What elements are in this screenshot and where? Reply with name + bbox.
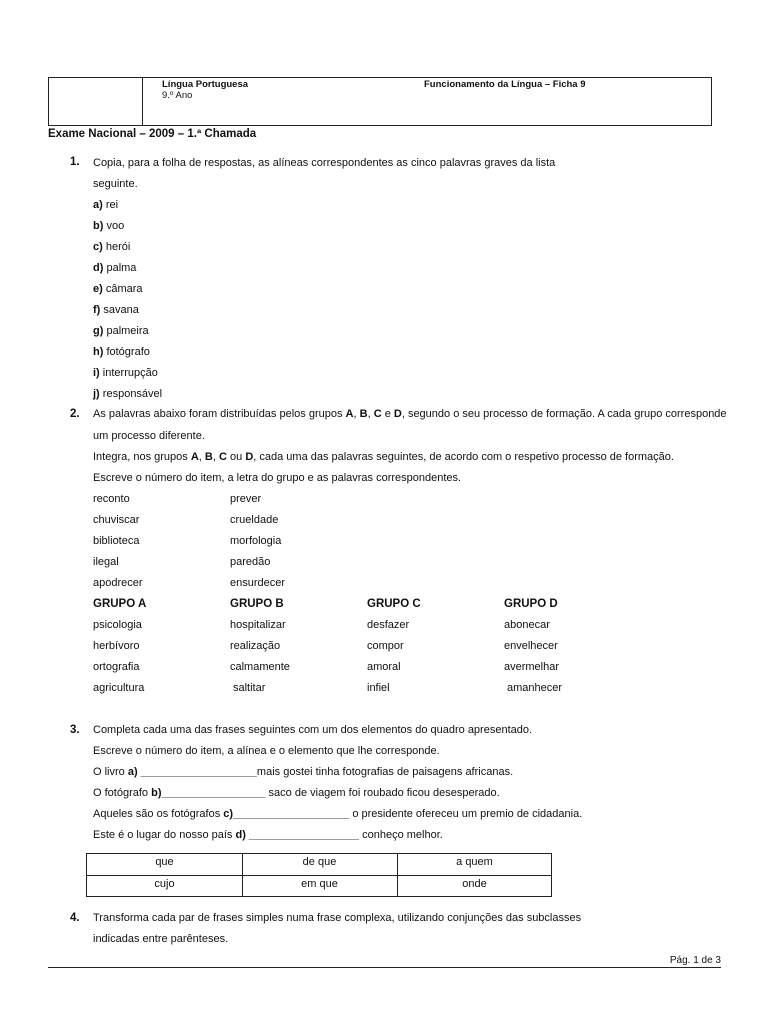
table-cell: que (155, 856, 174, 868)
group-c-word: infiel (367, 682, 390, 694)
group-d-word: envelhecer (504, 640, 558, 652)
q1-option: d) palma (93, 262, 137, 274)
word-item: paredão (230, 556, 271, 568)
q1-option: e) câmara (93, 283, 143, 295)
word-item: chuviscar (93, 514, 140, 526)
q3-instruction-line2: Escreve o número do item, a alínea e o elemento que lhe corresponde. (93, 745, 440, 757)
word-item: biblioteca (93, 535, 140, 547)
blank-c: c)___________________ (223, 808, 350, 820)
group-a-header: GRUPO A (93, 598, 147, 610)
table-cell: cujo (154, 878, 175, 890)
q1-option: b) voo (93, 220, 125, 232)
table-cell: onde (462, 878, 487, 890)
q2-number: 2. (70, 408, 80, 420)
group-d-word: amanhecer (507, 682, 563, 694)
header-box (48, 77, 712, 126)
q3-sentence-d: Este é o lugar do nosso país d) __________________ conheço melhor. (93, 829, 443, 841)
q2-instruction-line2: um processo diferente. (93, 430, 205, 442)
header-divider (142, 78, 143, 125)
group-a-word: ortografia (93, 661, 140, 673)
table-cell: de que (302, 856, 337, 868)
q3-sentence-a: O livro a) ___________________mais gostei tinha fotografias de paisagens africanas. (93, 766, 514, 778)
group-c-word: amoral (367, 661, 401, 673)
q3-sentence-c: Aqueles são os fotógrafos c)___________________ o presidente ofereceu um premio de cidadania. (93, 808, 583, 820)
group-b-header: GRUPO B (230, 598, 284, 610)
q1-option: h) fotógrafo (93, 346, 150, 358)
group-b-word: saltitar (233, 682, 266, 694)
group-a-word: herbívoro (93, 640, 140, 652)
group-a-word: psicologia (93, 619, 142, 631)
footer-rule (48, 967, 721, 968)
word-item: reconto (93, 493, 130, 505)
table-row-divider (87, 875, 551, 876)
word-item: prever (230, 493, 262, 505)
q1-number: 1. (70, 156, 80, 168)
word-item: crueldade (230, 514, 279, 526)
group-c-header: GRUPO C (367, 598, 421, 610)
word-item: ensurdecer (230, 577, 286, 589)
group-d-word: abonecar (504, 619, 550, 631)
q4-instruction-line2: indicadas entre parênteses. (93, 933, 229, 945)
word-table (86, 853, 552, 897)
q2-instruction-line3: Integra, nos grupos A, B, C ou D, cada uma das palavras seguintes, de acordo com o respetivo processo de formação. (93, 451, 674, 463)
group-d-word: avermelhar (504, 661, 560, 673)
q4-number: 4. (70, 912, 80, 924)
exam-title: Exame Nacional – 2009 – 1.ª Chamada (48, 128, 257, 140)
q1-option: j) responsável (93, 388, 163, 400)
group-b-word: calmamente (230, 661, 290, 673)
grade-label: 9.º Ano (162, 90, 193, 101)
q1-option: a) rei (93, 199, 119, 211)
q2-instruction-line4: Escreve o número do item, a letra do grupo e as palavras correspondentes. (93, 472, 462, 484)
page-number: Pág. 1 de 3 (669, 955, 721, 966)
group-c-word: desfazer (367, 619, 410, 631)
word-item: ilegal (93, 556, 119, 568)
q1-instruction-line2: seguinte. (93, 178, 138, 190)
table-cell: a quem (456, 856, 493, 868)
group-a-word: agricultura (93, 682, 145, 694)
q1-option: g) palmeira (93, 325, 149, 337)
q3-sentence-b: O fotógrafo b)_________________ saco de viagem foi roubado ficou desesperado. (93, 787, 500, 799)
group-c-word: compor (367, 640, 404, 652)
q1-option: c) herói (93, 241, 131, 253)
q1-option: f) savana (93, 304, 139, 316)
q2-instruction-line1: As palavras abaixo foram distribuídas pelos grupos A, B, C e D, segundo o seu processo de formação. A cada grupo corresponde (93, 408, 727, 420)
worksheet-title: Funcionamento da Língua – Ficha 9 (424, 79, 586, 90)
blank-a: a) ___________________ (127, 766, 257, 778)
word-item: apodrecer (93, 577, 143, 589)
subject-label: Língua Portuguesa (162, 79, 249, 90)
blank-d: d) __________________ (235, 829, 360, 841)
blank-b: b)_________________ (151, 787, 266, 799)
q1-instruction-line1: Copia, para a folha de respostas, as alíneas correspondentes as cinco palavras graves da lista (93, 157, 556, 169)
group-b-word: realização (230, 640, 281, 652)
q4-instruction-line1: Transforma cada par de frases simples numa frase complexa, utilizando conjunções das subclasses (93, 912, 582, 924)
q1-option: i) interrupção (93, 367, 158, 379)
q3-number: 3. (70, 724, 80, 736)
q3-instruction-line1: Completa cada uma das frases seguintes com um dos elementos do quadro apresentado. (93, 724, 533, 736)
group-d-header: GRUPO D (504, 598, 558, 610)
group-b-word: hospitalizar (230, 619, 286, 631)
word-item: morfologia (230, 535, 282, 547)
table-cell: em que (301, 878, 338, 890)
